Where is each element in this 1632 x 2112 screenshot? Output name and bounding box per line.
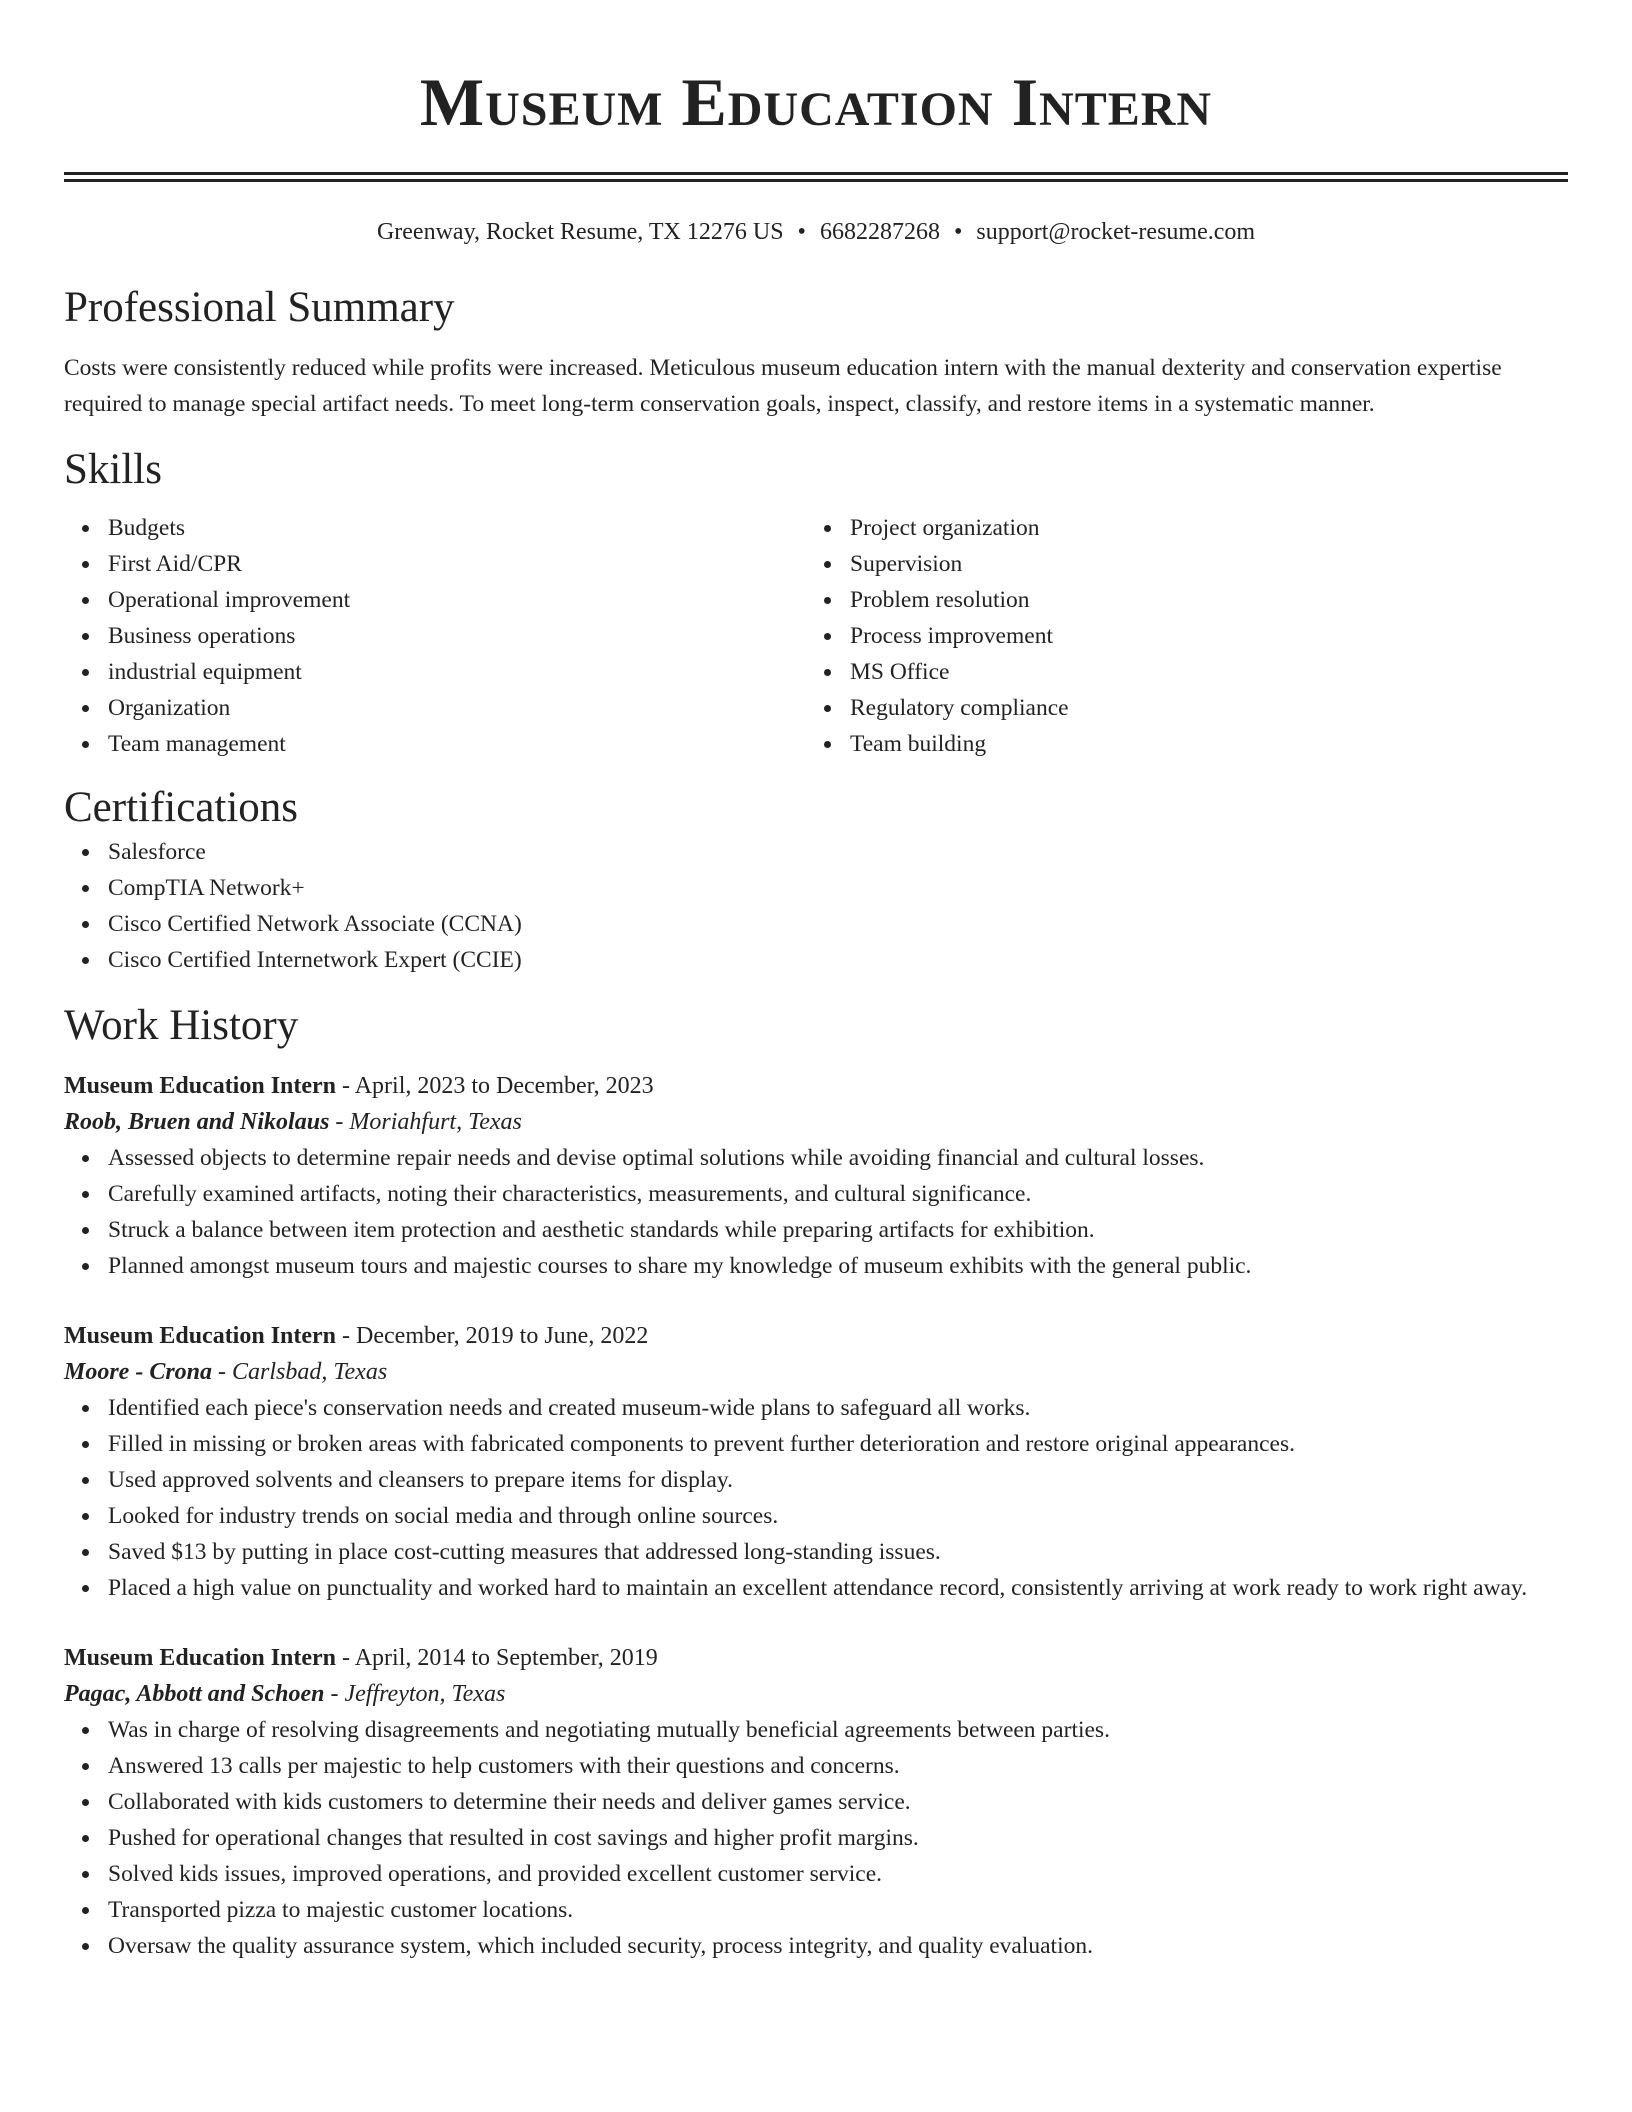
job-company-line (64, 1676, 1568, 1712)
certification-item: CompTIA Network+ (64, 870, 1568, 906)
skills-heading: Skills (64, 446, 162, 493)
job-company: Moore - Crona (64, 1359, 213, 1385)
job-title: Museum Education Intern (64, 1645, 337, 1671)
job-bullet: Oversaw the quality assurance system, which included security, process integrity, and quality evaluation. (64, 1928, 1568, 1964)
work-history-heading: Work History (64, 1002, 299, 1049)
skill-item: Regulatory compliance (806, 690, 1548, 726)
certification-item: Cisco Certified Internetwork Expert (CCIE) (64, 942, 1568, 978)
job-bullets (64, 1140, 1568, 1284)
skills-column-right (806, 510, 1548, 762)
job-dash: - (329, 1109, 350, 1135)
job-bullet: Filled in missing or broken areas with fabricated components to prevent further deterioration and restore original appearances. (64, 1426, 1568, 1462)
job-dash: - (324, 1681, 345, 1707)
job-bullet: Was in charge of resolving disagreements and negotiating mutually beneficial agreements between parties. (64, 1712, 1568, 1748)
job-location: Carlsbad, Texas (232, 1359, 388, 1385)
job-dash: - (336, 1645, 355, 1671)
job-entry (64, 1640, 1568, 1964)
job-bullet: Pushed for operational changes that resulted in cost savings and higher profit margins. (64, 1820, 1568, 1856)
job-bullets (64, 1712, 1568, 1964)
job-dates: April, 2023 to December, 2023 (354, 1073, 654, 1099)
certifications-heading: Certifications (64, 784, 299, 831)
job-bullet: Placed a high value on punctuality and worked hard to maintain an excellent attendance record, consistently arriving at work ready to work right away. (64, 1570, 1568, 1606)
job-bullet: Saved $13 by putting in place cost-cutting measures that addressed long-standing issues. (64, 1534, 1568, 1570)
contact-separator: • (953, 219, 963, 245)
contact-address: Greenway, Rocket Resume, TX 12276 US (376, 219, 784, 245)
job-location: Moriahfurt, Texas (349, 1109, 522, 1135)
contact-phone: 6682287268 (819, 219, 940, 245)
job-company-line (64, 1104, 1568, 1140)
skill-item: Budgets (64, 510, 806, 546)
skills-list-right (806, 510, 1548, 762)
skills-column-left (64, 510, 806, 762)
skill-item: industrial equipment (64, 654, 806, 690)
job-dash: - (336, 1323, 357, 1349)
job-title-line (64, 1640, 1568, 1676)
skill-item: Project organization (806, 510, 1548, 546)
job-dates: December, 2019 to June, 2022 (356, 1323, 649, 1349)
job-company: Roob, Bruen and Nikolaus (64, 1109, 330, 1135)
resume-page (64, 0, 1568, 1964)
skill-item: Organization (64, 690, 806, 726)
job-bullets (64, 1390, 1568, 1606)
summary-heading: Professional Summary (64, 284, 455, 331)
job-bullet: Used approved solvents and cleansers to prepare items for display. (64, 1462, 1568, 1498)
contact-line (64, 216, 1568, 248)
skills-grid (64, 510, 1568, 762)
job-dash: - (336, 1073, 355, 1099)
header-divider (64, 172, 1568, 182)
job-dates: April, 2014 to September, 2019 (354, 1645, 658, 1671)
contact-separator: • (797, 219, 806, 245)
job-title: Museum Education Intern (64, 1323, 337, 1349)
work-history-section (64, 1000, 1568, 1964)
job-company-line (64, 1354, 1568, 1390)
resume-name: Museum Education Intern (419, 64, 1213, 140)
job-bullet: Collaborated with kids customers to determine their needs and deliver games service. (64, 1784, 1568, 1820)
certification-item: Salesforce (64, 834, 1568, 870)
job-bullet: Solved kids issues, improved operations, and provided excellent customer service. (64, 1856, 1568, 1892)
job-company: Pagac, Abbott and Schoen (64, 1681, 325, 1707)
skill-item: Team building (806, 726, 1548, 762)
job-bullet: Transported pizza to majestic customer locations. (64, 1892, 1568, 1928)
certifications-list (64, 834, 1568, 978)
job-bullet: Identified each piece's conservation needs and created museum-wide plans to safeguard all works. (64, 1390, 1568, 1426)
skill-item: MS Office (806, 654, 1548, 690)
summary-text: Costs were consistently reduced while profits were increased. Meticulous museum education intern with the manual dexterity and conservation expertise required to manage special artifact needs. To meet long-term conservation goals, inspect, classify, and restore items in a systematic manner. (64, 355, 1502, 417)
job-entry (64, 1068, 1568, 1284)
certifications-section (64, 782, 1568, 978)
skill-item: Business operations (64, 618, 806, 654)
skill-item: First Aid/CPR (64, 546, 806, 582)
skill-item: Supervision (806, 546, 1548, 582)
job-bullet: Carefully examined artifacts, noting their characteristics, measurements, and cultural significance. (64, 1176, 1568, 1212)
job-dash: - (212, 1359, 233, 1385)
job-bullet: Looked for industry trends on social media and through online sources. (64, 1498, 1568, 1534)
job-bullet: Planned amongst museum tours and majestic courses to share my knowledge of museum exhibits with the general public. (64, 1248, 1568, 1284)
job-bullet: Assessed objects to determine repair needs and devise optimal solutions while avoiding financial and cultural losses. (64, 1140, 1568, 1176)
skills-section (64, 444, 1568, 762)
job-entry (64, 1318, 1568, 1606)
contact-email: support@rocket-resume.com (976, 219, 1256, 245)
skill-item: Team management (64, 726, 806, 762)
job-bullet: Answered 13 calls per majestic to help customers with their questions and concerns. (64, 1748, 1568, 1784)
job-title-line (64, 1068, 1568, 1104)
summary-section (64, 282, 1568, 422)
job-title: Museum Education Intern (64, 1073, 337, 1099)
skills-list-left (64, 510, 806, 762)
job-location: Jeffreyton, Texas (344, 1681, 506, 1707)
certification-item: Cisco Certified Network Associate (CCNA) (64, 906, 1568, 942)
skill-item: Operational improvement (64, 582, 806, 618)
job-bullet: Struck a balance between item protection and aesthetic standards while preparing artifacts for exhibition. (64, 1212, 1568, 1248)
job-title-line (64, 1318, 1568, 1354)
skill-item: Problem resolution (806, 582, 1548, 618)
skill-item: Process improvement (806, 618, 1548, 654)
